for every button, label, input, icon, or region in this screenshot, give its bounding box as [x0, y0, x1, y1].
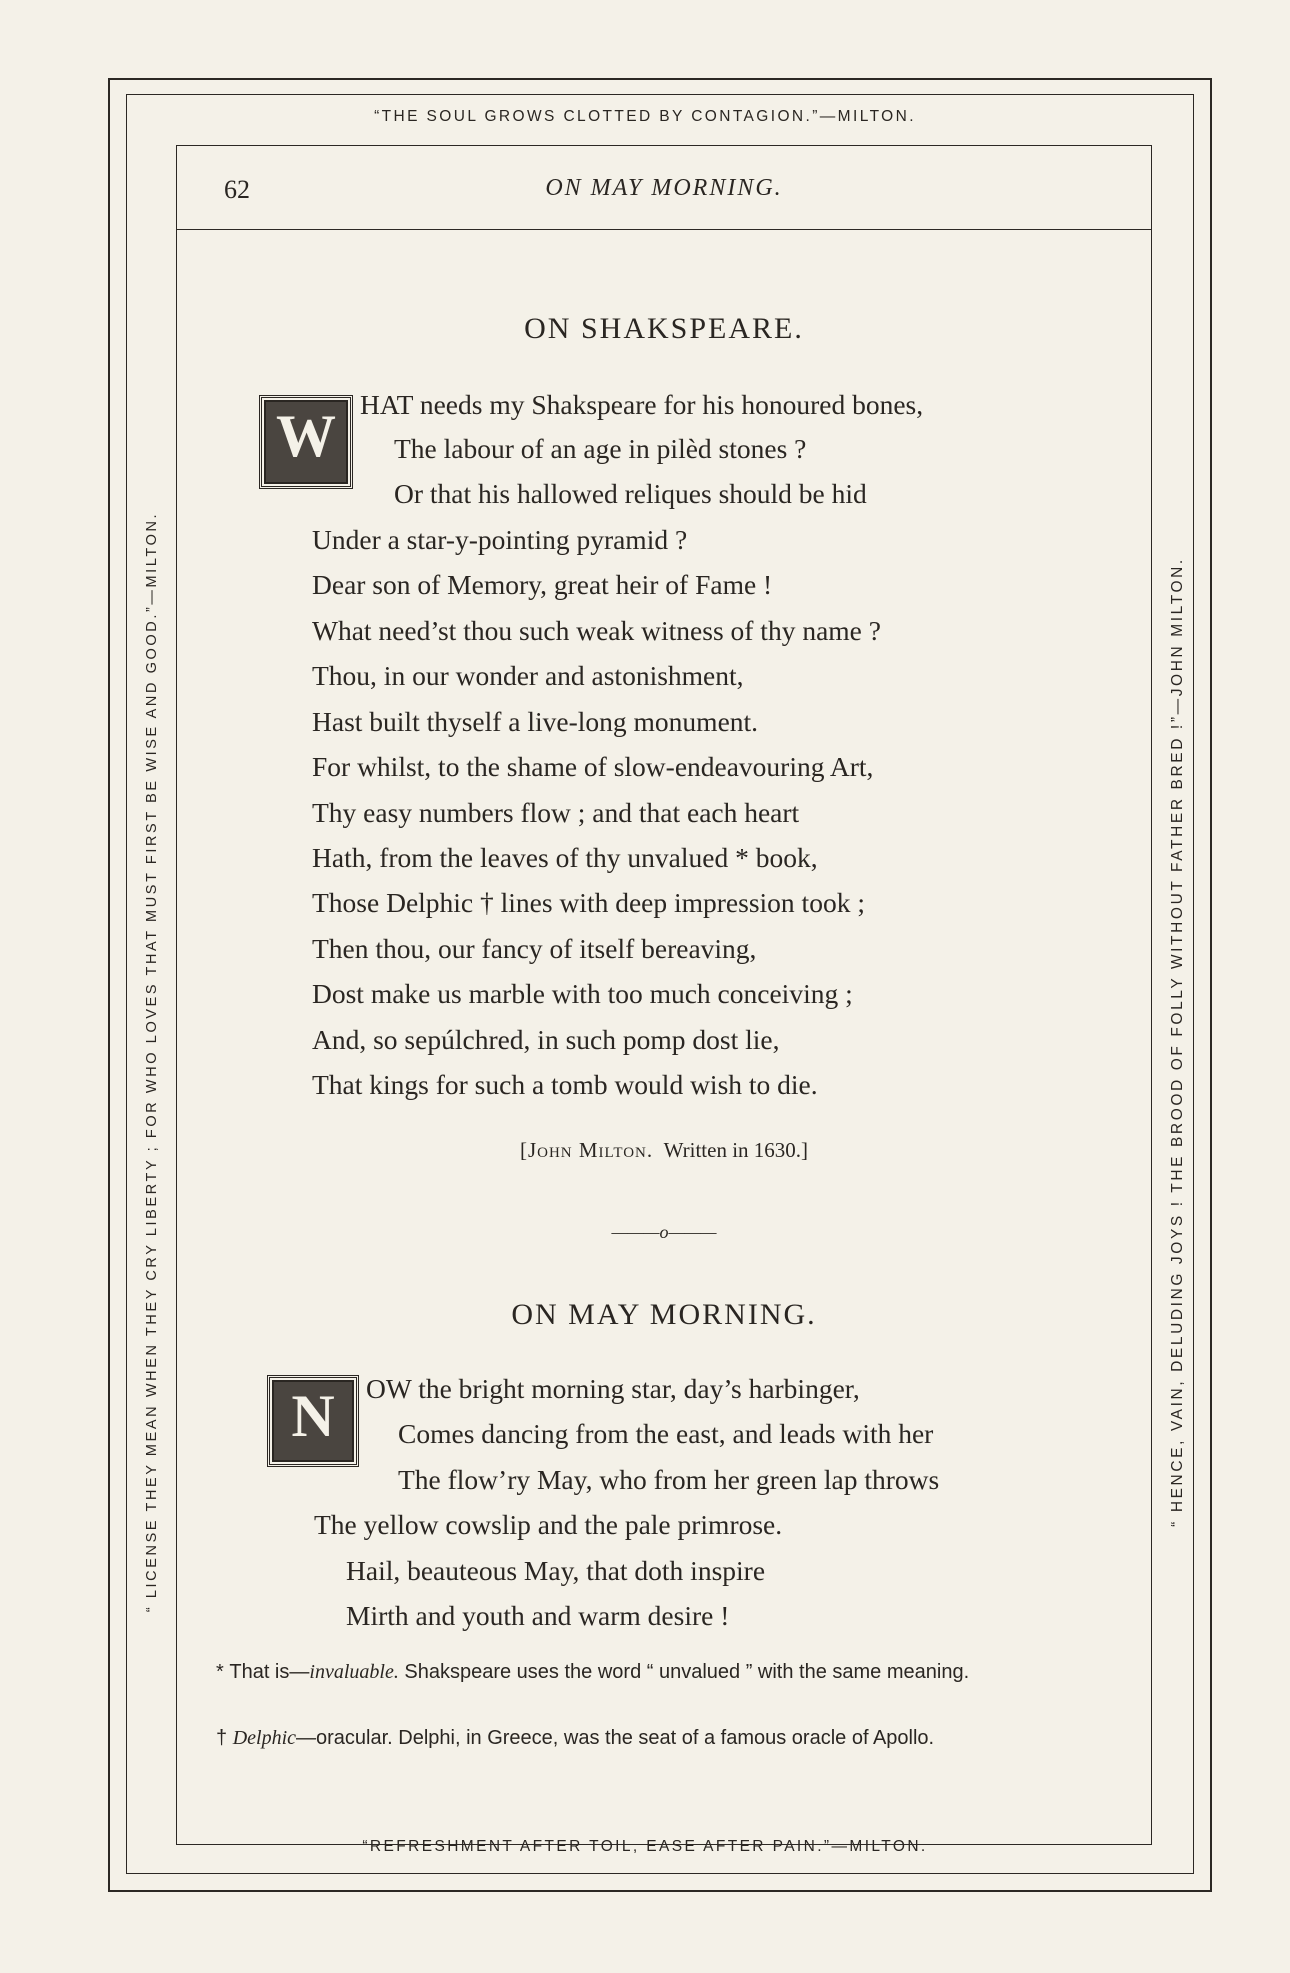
verse-line: Comes dancing from the east, and leads with her [398, 1418, 934, 1449]
poem-title-may-morning: ON MAY MORNING. [511, 1298, 817, 1331]
section-separator: ———o——— [611, 1222, 717, 1242]
attribution-note: Written in 1630.] [663, 1138, 809, 1162]
verse-line: The yellow cowslip and the pale primrose. [314, 1509, 783, 1540]
footnote-invaluable: * That is—invaluable. Shakspeare uses the word “ unvalued ” with the same meaning. [216, 1661, 970, 1683]
verse-line: Dost make us marble with too much conceiving ; [312, 978, 853, 1009]
verse-line: The flow’ry May, who from her green lap throws [398, 1464, 940, 1495]
poem-attribution [176, 1138, 1152, 1163]
footnote-term: invaluable. [309, 1661, 399, 1683]
verse-line: And, so sepúlchred, in such pomp dost lie, [312, 1024, 780, 1055]
running-head [176, 145, 1152, 230]
footnote-delphic: † Delphic—oracular. Delphi, in Greece, was the seat of a famous oracle of Apollo. [216, 1727, 935, 1749]
right-border-quote: “ HENCE, VAIN, DELUDING JOYS ! THE BROOD OF FOLLY WITHOUT FATHER BRED !”—JOHN MILTON. [1169, 557, 1186, 1527]
verse-line: That kings for such a tomb would wish to die. [312, 1069, 818, 1100]
footnote-mark: † [216, 1727, 228, 1749]
page-number: 62 [224, 175, 250, 204]
verse-line: Hath, from the leaves of thy unvalued * book, [312, 842, 818, 873]
verse-line: Mirth and youth and warm desire ! [346, 1600, 730, 1631]
top-border-quote: “THE SOUL GROWS CLOTTED BY CONTAGION.”—MILTON. [374, 108, 916, 125]
verse-line: Thy easy numbers flow ; and that each heart [312, 797, 800, 828]
bottom-border-quote: “REFRESHMENT AFTER TOIL, EASE AFTER PAIN.”—MILTON. [362, 1838, 928, 1855]
verse-line: Thou, in our wonder and astonishment, [312, 660, 744, 691]
left-border-quote: “ LICENSE THEY MEAN WHEN THEY CRY LIBERTY ; FOR WHO LOVES THAT MUST FIRST BE WISE AND GOOD.”—MILTON. [144, 511, 160, 1613]
poem-title-shakspeare: ON SHAKSPEARE. [524, 312, 804, 345]
verse-line: Or that his hallowed reliques should be hid [394, 478, 867, 509]
attribution-name: [John Milton. [519, 1138, 654, 1162]
verse-line: OW the bright morning star, day’s harbinger, [366, 1373, 860, 1404]
verse-line: The labour of an age in pilèd stones ? [394, 433, 807, 464]
verse-line: For whilst, to the shame of slow-endeavouring Art, [312, 751, 874, 782]
verse-line: Those Delphic † lines with deep impression took ; [312, 887, 865, 918]
footnote-mark: * [216, 1661, 224, 1683]
verse-line: Dear son of Memory, great heir of Fame ! [312, 569, 773, 600]
verse-line: Hail, beauteous May, that doth inspire [346, 1555, 766, 1586]
verse-line: Hast built thyself a live-long monument. [312, 706, 759, 737]
footnote-term: Delphic [232, 1727, 296, 1749]
verse-line: HAT needs my Shakspeare for his honoured bones, [360, 389, 924, 420]
verse-line: What need’st thou such weak witness of thy name ? [312, 615, 881, 646]
running-title: ON MAY MORNING. [545, 175, 783, 201]
drop-cap-w: W [264, 400, 348, 484]
verse-line: Then thou, our fancy of itself bereaving, [312, 933, 757, 964]
drop-cap-n: N [272, 1380, 354, 1462]
verse-line: Under a star-y-pointing pyramid ? [312, 524, 688, 555]
